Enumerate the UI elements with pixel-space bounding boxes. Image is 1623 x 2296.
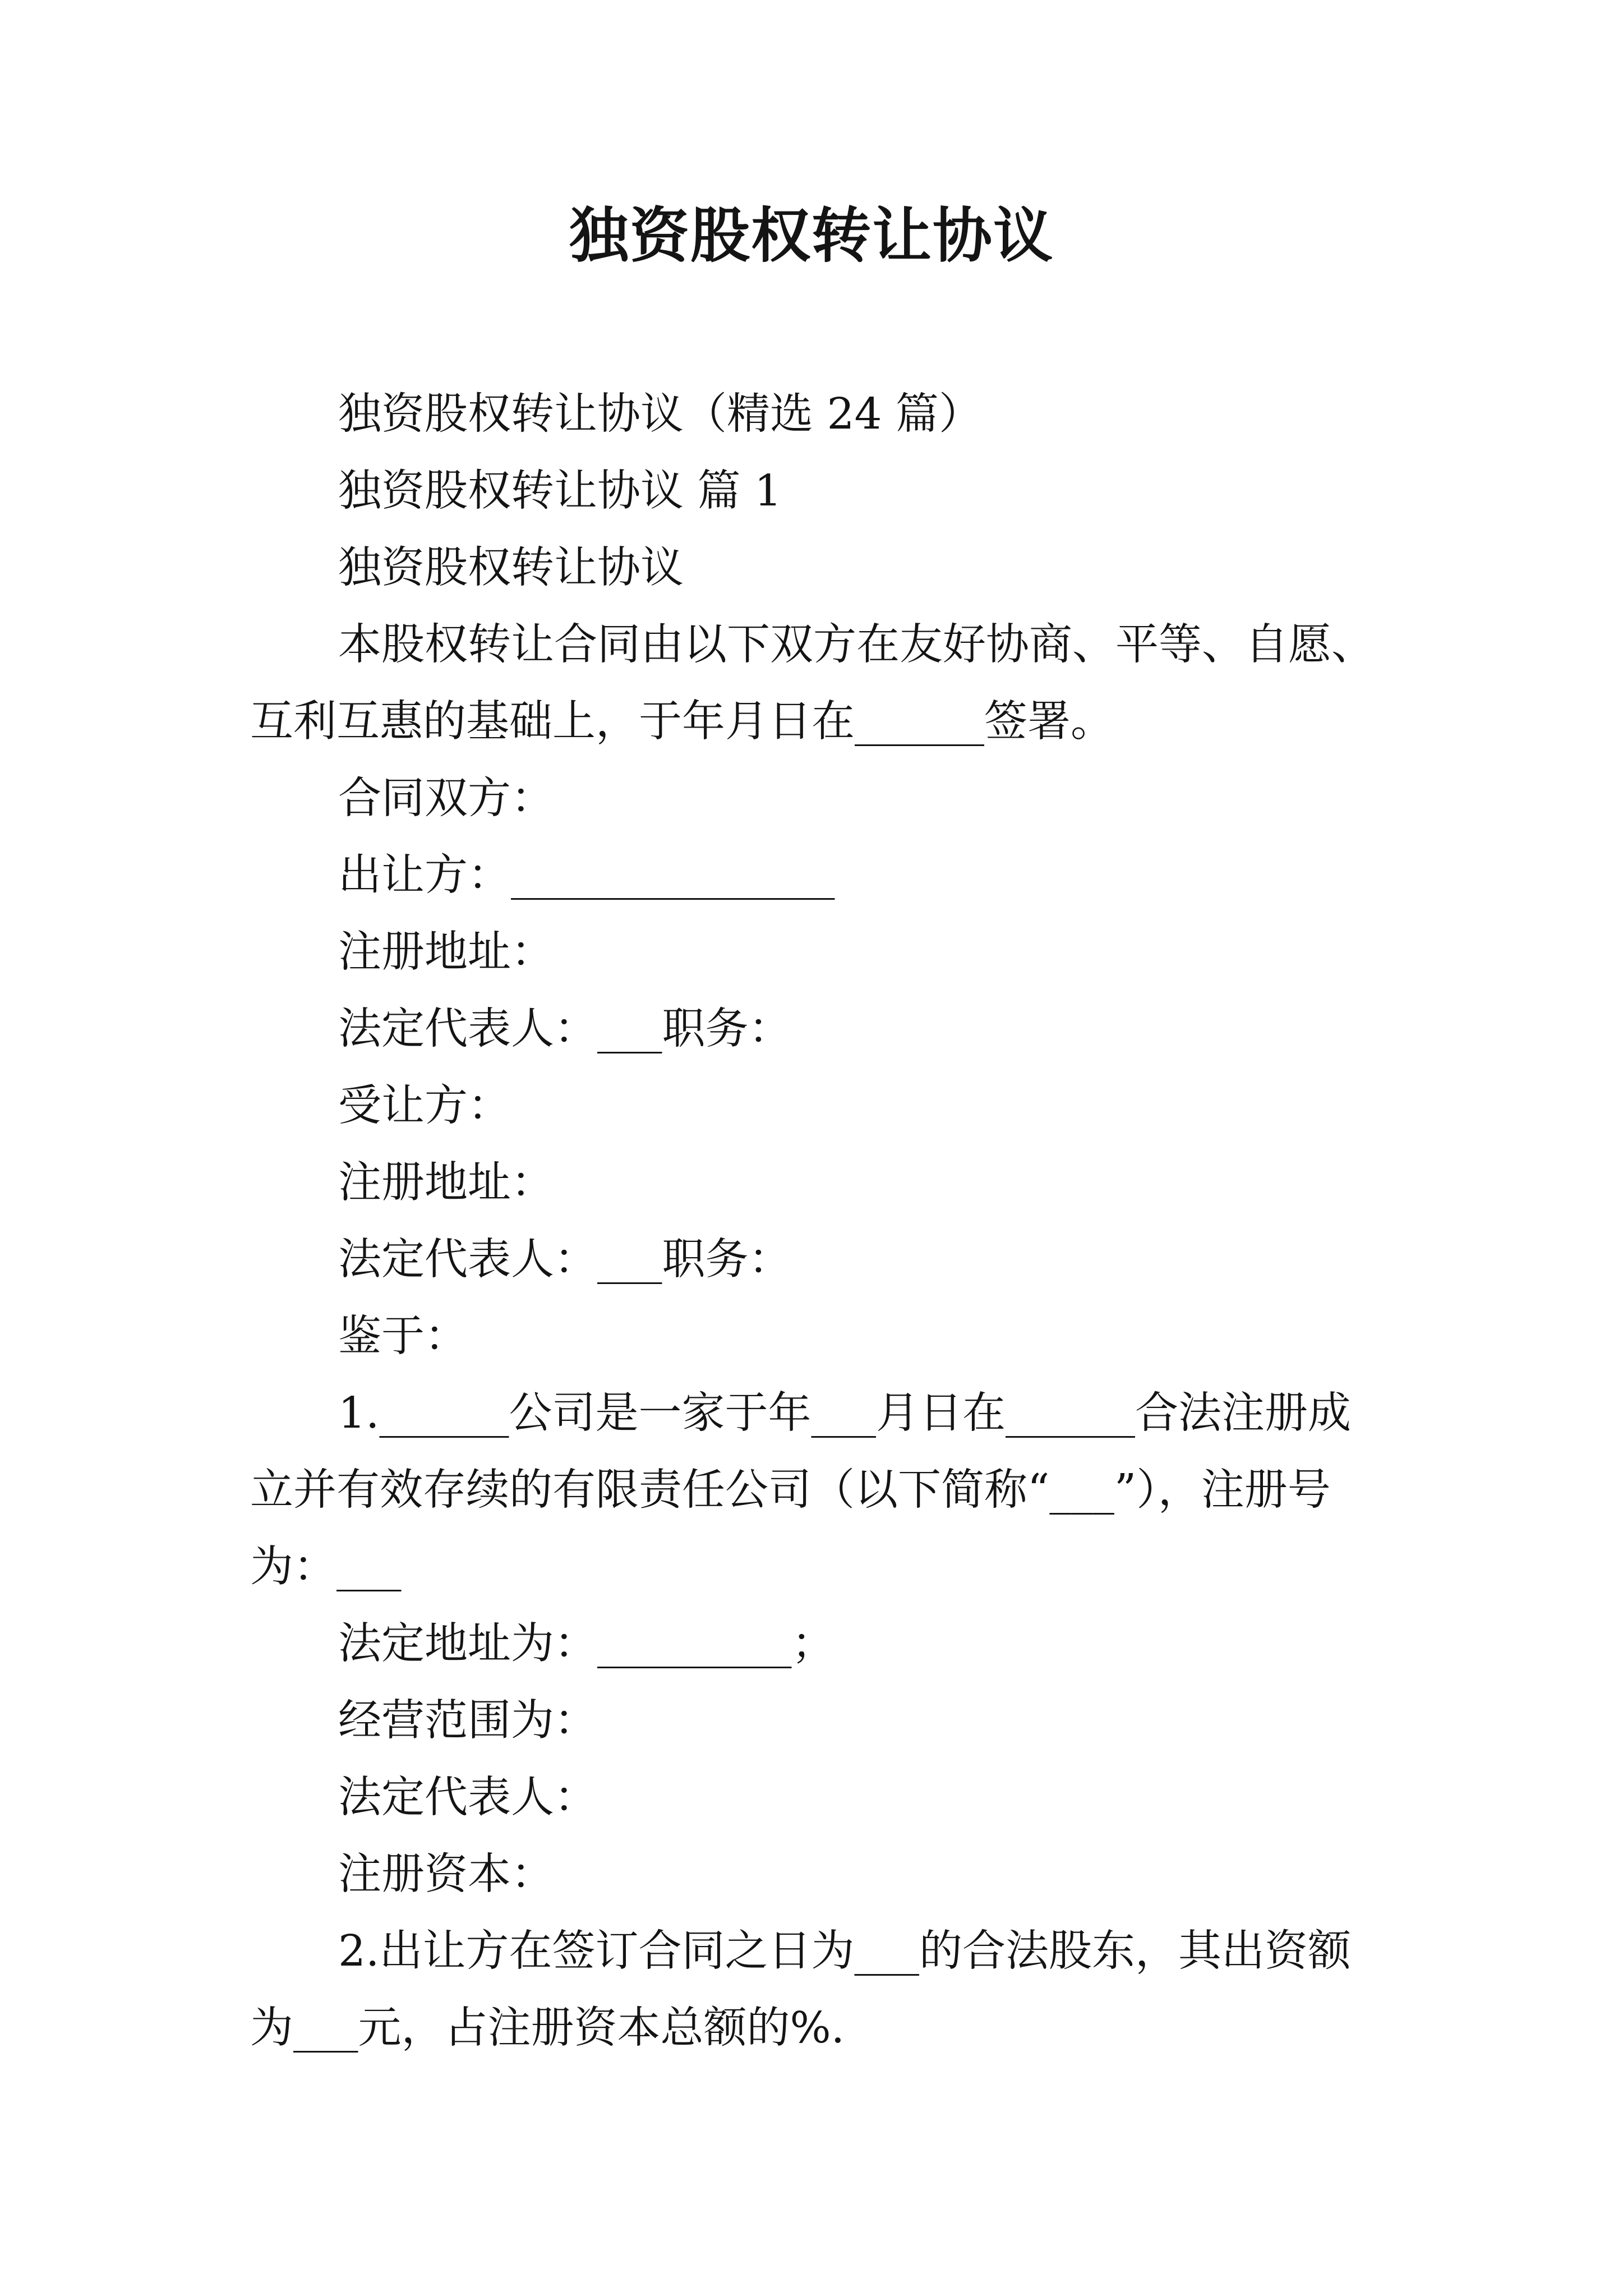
paragraph-line: 本股权转让合同由以下双方在友好协商、平等、自愿、 — [338, 620, 1375, 670]
paragraph-clause-2 — [250, 1913, 1428, 2067]
paragraph-line: 法定代表人：___职务： — [338, 1004, 792, 1054]
paragraph-line: 出让方：_______________ — [338, 850, 835, 900]
paragraph-heading-agreement — [250, 530, 1428, 606]
paragraph-line: 注册地址： — [338, 1158, 554, 1208]
paragraph-legal-address — [250, 1605, 1428, 1682]
paragraph-business-scope — [250, 1682, 1428, 1759]
paragraph-registered-capital — [250, 1836, 1428, 1913]
paragraph-line: 互利互惠的基础上，于年月日在______签署。 — [250, 697, 1114, 747]
paragraph-line: 2.出让方在签订合同之日为___的合法股东，其出资额 — [338, 1926, 1351, 1976]
paragraph-line: 为___元，占注册资本总额的%. — [250, 2003, 845, 2053]
paragraph-line: 独资股权转让协议 篇 1 — [338, 466, 782, 516]
document-title: 独资股权转让协议 — [569, 200, 1054, 270]
paragraph-line: 鉴于： — [338, 1312, 468, 1361]
paragraph-heading-collection — [250, 376, 1428, 453]
paragraph-transferor — [250, 837, 1428, 914]
paragraph-parties — [250, 760, 1428, 837]
paragraph-transferor-address — [250, 914, 1428, 991]
paragraph-line: 经营范围为： — [338, 1696, 597, 1746]
paragraph-line: 立并有效存续的有限责任公司（以下简称“___”），注册号 — [250, 1465, 1331, 1515]
paragraph-legal-representative — [250, 1759, 1428, 1836]
paragraph-line: 法定代表人： — [338, 1773, 597, 1823]
paragraph-line: 注册资本： — [338, 1849, 554, 1899]
paragraph-line: 法定代表人：___职务： — [338, 1235, 792, 1285]
paragraph-transferee-representative — [250, 1221, 1428, 1298]
paragraph-line: 1.______公司是一家于年___月日在______合法注册成 — [338, 1388, 1351, 1438]
paragraph-transferee — [250, 1068, 1428, 1144]
paragraph-heading-part — [250, 453, 1428, 530]
paragraph-line: 合同双方： — [338, 774, 554, 823]
paragraph-line: 法定地址为：_________； — [338, 1619, 835, 1669]
paragraph-preamble — [250, 606, 1428, 760]
document-body — [250, 376, 1428, 2067]
paragraph-line: 独资股权转让协议 — [338, 543, 684, 593]
paragraph-line: 受让方： — [338, 1081, 511, 1131]
paragraph-line: 独资股权转让协议（精选 24 篇） — [338, 389, 982, 439]
paragraph-transferee-address — [250, 1144, 1428, 1221]
paragraph-whereas — [250, 1298, 1428, 1375]
paragraph-clause-1 — [250, 1375, 1428, 1605]
paragraph-transferor-representative — [250, 991, 1428, 1068]
paragraph-line: 为：___ — [250, 1542, 402, 1592]
paragraph-line: 注册地址： — [338, 927, 554, 977]
